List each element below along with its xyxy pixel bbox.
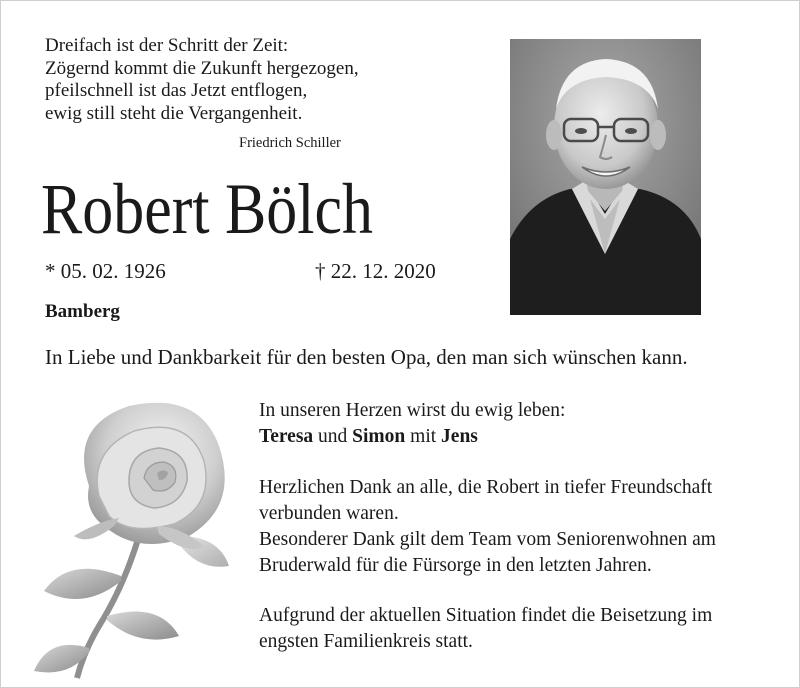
- deceased-name: Robert Bölch: [41, 169, 373, 249]
- rose-illustration: [29, 386, 249, 681]
- thanks-line: Bruderwald für die Fürsorge in den letzten Jahren.: [259, 555, 652, 576]
- thanks-line: verbunden waren.: [259, 503, 399, 524]
- portrait-illustration: [510, 39, 701, 315]
- mourners-block: [259, 398, 779, 450]
- mourner-separator: und: [313, 426, 353, 447]
- poem: [45, 35, 465, 125]
- portrait-photo: [510, 39, 701, 315]
- dedication-line: In Liebe und Dankbarkeit für den besten Opa, den man sich wünschen kann.: [45, 345, 688, 369]
- mourners-names: [259, 424, 779, 450]
- mourner-separator: mit: [405, 426, 442, 447]
- funeral-line: engsten Familienkreis statt.: [259, 631, 473, 652]
- birth-date: * 05. 02. 1926: [45, 259, 166, 283]
- poem-author: Friedrich Schiller: [239, 135, 341, 151]
- thanks-block: [259, 475, 779, 579]
- mourners-intro: In unseren Herzen wirst du ewig leben:: [259, 400, 566, 421]
- thanks-line: Besonderer Dank gilt dem Team vom Seniorenwohnen am: [259, 529, 716, 550]
- poem-line: pfeilschnell ist das Jetzt entflogen,: [45, 80, 308, 101]
- funeral-block: [259, 603, 779, 655]
- thanks-line: Herzlichen Dank an alle, die Robert in tiefer Freundschaft: [259, 477, 713, 498]
- mourner-name: Jens: [441, 426, 478, 447]
- poem-line: Dreifach ist der Schritt der Zeit:: [45, 35, 289, 56]
- poem-line: ewig still steht die Vergangenheit.: [45, 102, 303, 124]
- mourner-name: Simon: [352, 426, 406, 447]
- death-date: † 22. 12. 2020: [315, 259, 436, 283]
- mourner-name: Teresa: [259, 426, 314, 447]
- rose-icon: [29, 386, 249, 681]
- city: Bamberg: [45, 301, 120, 322]
- funeral-line: Aufgrund der aktuellen Situation findet die Beisetzung im: [259, 605, 713, 626]
- poem-line: Zögernd kommt die Zukunft hergezogen,: [45, 57, 359, 79]
